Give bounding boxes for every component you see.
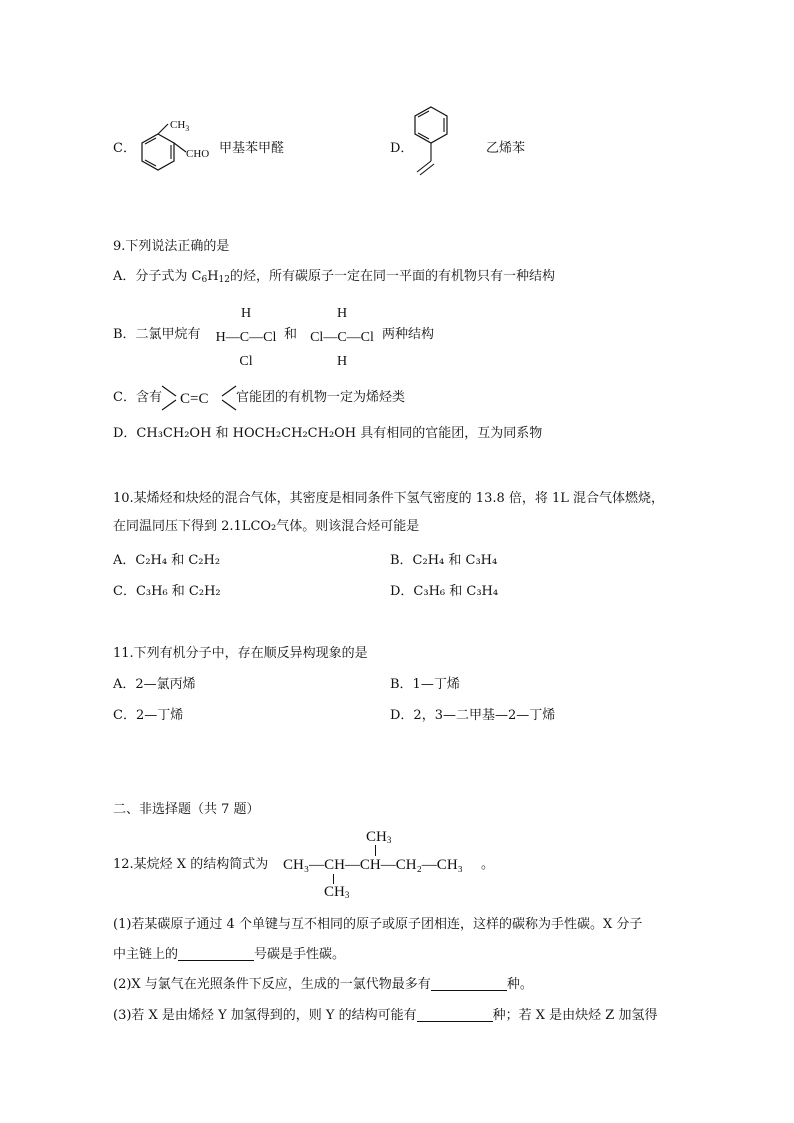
dichloromethane-structure-1: H H—C—Cl Cl xyxy=(215,306,277,369)
section2-title: 二、非选择题（共 7 题） xyxy=(113,802,260,817)
q10-option-c: C．C₃H₆ 和 C₂H₂ xyxy=(113,584,221,599)
q8-option-c-label: C． xyxy=(113,141,136,156)
q12-stem: 12.某烷烃 X 的结构简式为 xyxy=(113,857,269,872)
q11-option-b: B．1—丁烯 xyxy=(390,677,460,692)
q9-option-c-label: C．含有 xyxy=(113,390,162,405)
answer-blank-3[interactable] xyxy=(417,1007,493,1022)
q12-part1-line1: (1)若某碳原子通过 4 个单键与互不相同的原子或原子团相连，这样的碳称为手性碳。X 分子 xyxy=(113,917,643,932)
q9-option-c-post: 官能团的有机物一定为烯烃类 xyxy=(236,390,406,405)
q10-option-a: A．C₂H₄ 和 C₂H₂ xyxy=(113,553,221,568)
ch3-label: $CH_3$ xyxy=(170,119,190,133)
answer-blank-1[interactable] xyxy=(178,946,254,961)
q9-option-d: D．CH₃CH₂OH 和 HOCH₂CH₂CH₂OH 具有相同的官能团，互为同系物 xyxy=(113,426,543,441)
q10-option-d: D．C₃H₆ 和 C₃H₄ xyxy=(390,584,499,599)
q10-stem-line2: 在同温同压下得到 2.1LCO₂气体。则该混合烃可能是 xyxy=(113,519,420,534)
q12-part1-line2: 中主链上的 号碳是手性碳。 xyxy=(113,947,346,962)
c-c-double-bond: C=C xyxy=(180,391,209,407)
q12-main-chain: CH₃—CH—CH—CH₂—CH₃ xyxy=(283,857,463,873)
q8-option-d-label: D． xyxy=(390,141,414,156)
q11-option-a: A．2—氯丙烯 xyxy=(113,677,196,692)
methylbenzaldehyde-structure xyxy=(130,112,220,182)
answer-blank-2[interactable] xyxy=(431,976,507,991)
q11-stem: 11.下列有机分子中，存在顺反异构现象的是 xyxy=(113,646,368,661)
cho-label: CHO xyxy=(186,148,210,160)
q10-stem-line1: 10.某烯烃和炔烃的混合气体，其密度是相同条件下氢气密度的 13.8 倍，将 1L 混合气体燃烧， xyxy=(113,491,665,506)
q12-top-ch3: $CH_3$ xyxy=(366,829,392,845)
dichloromethane-structure-2: H Cl—C—Cl H xyxy=(310,306,374,369)
q12-part3: (3)若 X 是由烯烃 Y 加氢得到的，则 Y 的结构可能有 种；若 X 是由炔烃 Z 加氢得 xyxy=(113,1008,658,1023)
q12-bottom-ch3: $CH_3$ xyxy=(324,884,350,900)
q9-option-b-and: 和 xyxy=(284,327,298,342)
q11-option-c: C．2—丁烯 xyxy=(113,708,184,723)
q9-option-b-label: B．二氯甲烷有 xyxy=(113,327,201,342)
q8-option-c-name: 甲基苯甲醛 xyxy=(219,141,285,156)
q10-option-b: B．C₂H₄ 和 C₃H₄ xyxy=(390,553,498,568)
q12-part2: (2)X 与氯气在光照条件下反应，生成的一氯代物最多有 种。 xyxy=(113,977,533,992)
vinylbenzene-structure xyxy=(405,104,485,194)
q9-stem: 9.下列说法正确的是 xyxy=(113,239,230,254)
q12-stem-period: 。 xyxy=(481,857,495,872)
alkene-group-structure xyxy=(160,380,238,416)
q9-option-a: A．分子式为 $C_6H_{12}$的烃，所有碳原子一定在同一平面的有机物只有一种结构 xyxy=(113,269,556,285)
q9-option-b-post: 两种结构 xyxy=(382,327,435,342)
q11-option-d: D．2，3—二甲基—2—丁烯 xyxy=(390,708,556,723)
q8-option-d-name: 乙烯苯 xyxy=(486,141,526,156)
